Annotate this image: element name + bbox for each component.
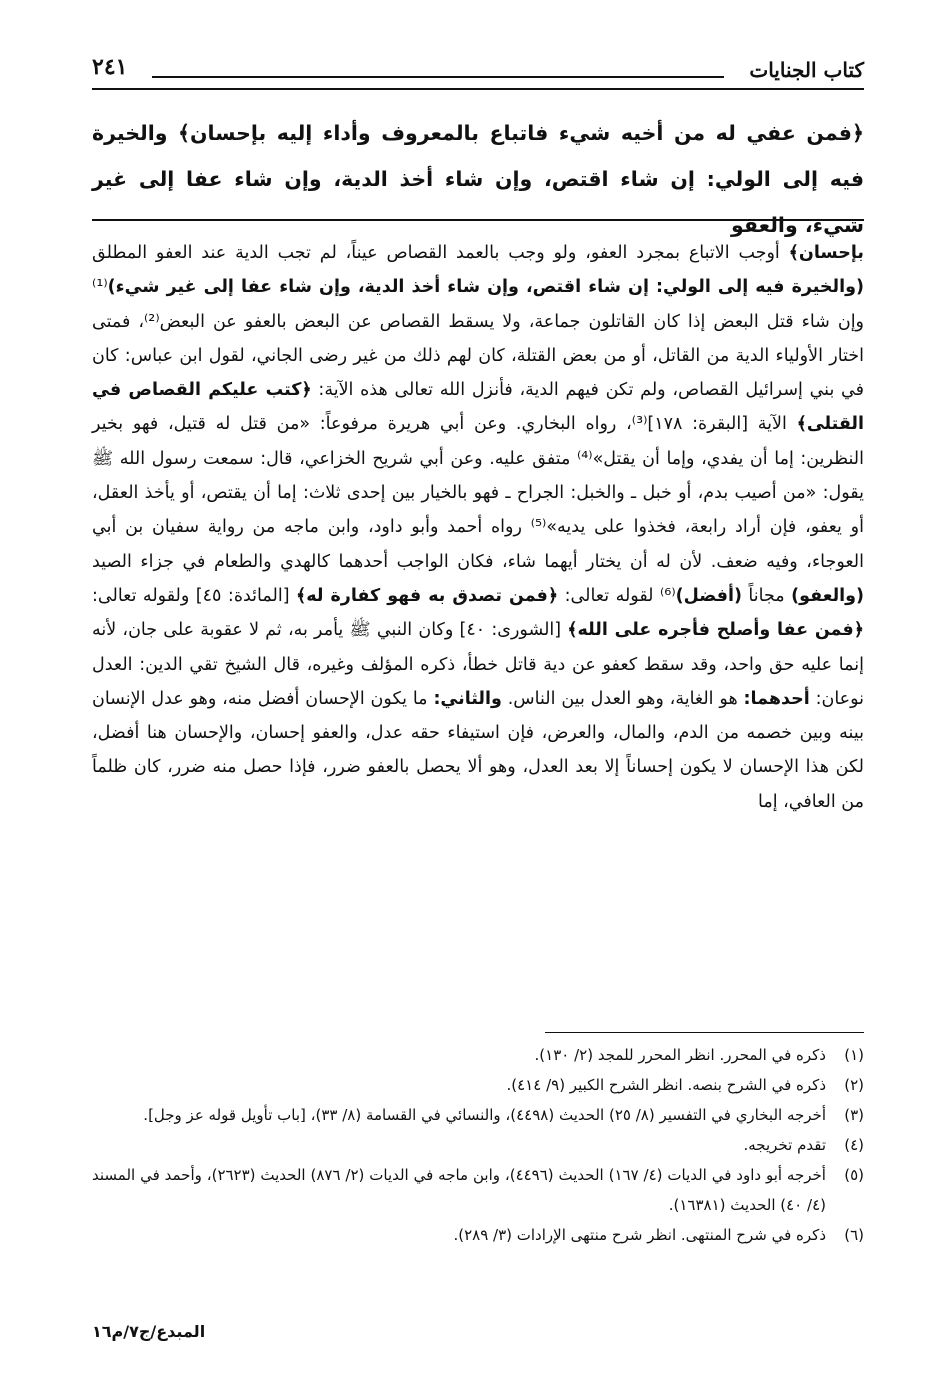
bold-phrase: ﴿فمن تصدق به فهو كفارة له﴾	[296, 585, 559, 606]
chapter-title: كتاب الجنايات	[749, 58, 864, 82]
footnote-separator	[545, 1032, 864, 1033]
footnotes	[92, 1040, 864, 1250]
text-run: ⁽⁶⁾ لقوله تعالى:	[558, 585, 676, 606]
footnote	[92, 1220, 864, 1250]
footnote-text: تقدم تخريجه.	[743, 1136, 826, 1154]
bold-phrase: ﴿كتب عليكم القصاص في القتلى﴾	[92, 380, 864, 435]
footnote-number: (٤)	[844, 1136, 864, 1154]
footnote-number: (٦)	[844, 1226, 864, 1244]
footnote-number: (٣)	[844, 1106, 864, 1124]
bold-phrase: والثاني:	[433, 688, 502, 709]
bold-phrase: أحدهما:	[743, 688, 810, 709]
bold-phrase: ﴿فمن عفا وأصلح فأجره على الله﴾	[567, 620, 865, 641]
page-signature: المبدع/ج٧/م١٦	[92, 1322, 206, 1341]
footnote-text: ذكره في الشرح بنصه. انظر الشرح الكبير (٩/ ٤١٤).	[506, 1076, 826, 1094]
page-number: ٢٤١	[92, 54, 128, 80]
footnote-text: أخرجه البخاري في التفسير (٨/ ٢٥) الحديث (٤٤٩٨)، والنسائي في القسامة (٨/ ٣٣)، [باب تأويل قوله عز وجل].	[143, 1106, 826, 1124]
text-run: هو الغاية، وهو العدل بين الناس.	[501, 688, 744, 709]
bold-phrase: (أفضل)	[675, 585, 742, 606]
header-underline	[92, 88, 864, 90]
text-run: ⁽¹⁾ وإن شاء قتل البعض إذا كان القاتلون جماعة، ولا يسقط القصاص عن البعض بالعفو عن البعض⁽²⁾، فمتى اختار الأولياء الدية من القاتل، أو من بعض القتلة، كان لهم ذلك من غير رضى الجاني، لقول ابن عباس: كان في بني إسرائيل القصاص، ولم تكن فيهم الدية، فأنزل الله تعالى هذه الآية:	[92, 277, 865, 401]
footnote-number: (٥)	[844, 1166, 864, 1184]
text-run: ما يكون الإحسان أفضل منه، وهو عدل الإنسان بينه وبين خصمه من الدم، والمال، والعرض، فإن استيفاء حقه عدل، والعفو إحسان، والإحسان هنا أفضل، لكن هذا الإحسان لا يكون إحساناً إلا بعد العدل، وهو ألا يحصل بالعفو ضرر، فإذا حصل منه ضرر، كان ظلماً من العافي، إما	[92, 688, 864, 812]
footnote	[92, 1160, 864, 1220]
page-header	[92, 54, 864, 90]
text-run: [المائدة: ٤٥] ولقوله تعالى:	[92, 585, 296, 606]
footnote-text: ذكره في المحرر. انظر المحرر للمجد (٢/ ١٣٠).	[534, 1046, 826, 1064]
text-run: مجاناً	[741, 585, 792, 606]
matn-separator	[92, 219, 864, 221]
text-run: الآية [البقرة: ١٧٨]⁽³⁾، رواه البخاري. وعن أبي هريرة مرفوعاً: «من قتل له قتيل، فهو بخير النظرين: إما أن يفدي، وإما أن يقتل»⁽⁴⁾ متفق عليه. وعن أبي شريح الخزاعي، قال: سمعت رسول الله ﷺ يقول: «من أصيب بدم، أو خبل ـ والخبل: الجراح ـ فهو بالخيار بين إحدى ثلاث: إما أن يقتص، أو يأخذ العقل، أو يعفو، فإن أراد رابعة، فخذوا على يديه»⁽⁵⁾ رواه أحمد وأبو داود، وابن ماجه من رواية سفيان بن أبي العوجاء، وفيه ضعف. لأن له أن يختار أيهما شاء، فكان الواجب أحدهما كالهدي والطعام في جزاء الصيد	[92, 414, 864, 572]
bold-phrase: (والخيرة فيه إلى الولي: إن شاء اقتص، وإن شاء أخذ الدية، وإن شاء عفا إلى غير شيء)	[107, 277, 864, 298]
text-run: أوجب الاتباع بمجرد العفو، ولو وجب بالعمد القصاص عيناً، لم تجب الدية عند العفو المطلق	[92, 243, 789, 263]
header-rule	[152, 76, 724, 78]
footnote-text: أخرجه أبو داود في الديات (٤/ ١٦٧) الحديث (٤٤٩٦)، وابن ماجه في الديات (٢/ ٨٧٦) الحديث (٢٦٢٣)، وأحمد في المسند (٤/ ٤٠) الحديث (١٦٣٨١).	[92, 1166, 826, 1214]
footnote	[92, 1040, 864, 1070]
footnote	[92, 1130, 864, 1160]
commentary-text	[92, 236, 864, 819]
footnote	[92, 1100, 864, 1130]
bold-phrase: (والعفو)	[791, 585, 865, 606]
text-run: [الشورى: ٤٠] وكان النبي ﷺ يأمر به، ثم لا عقوبة على جان، لأنه إنما عليه حق واحد، وقد سقط كعفو عن دية قاتل خطأ، ذكره المؤلف وغيره، قال الشيخ تقي الدين: العدل نوعان:	[92, 620, 865, 709]
footnote	[92, 1070, 864, 1100]
footnote-number: (٢)	[844, 1076, 864, 1094]
bold-phrase: بإحسان﴾	[788, 243, 864, 263]
footnote-number: (١)	[844, 1046, 864, 1064]
matn-text: ﴿فمن عفي له من أخيه شيء فاتباع بالمعروف وأداء إليه بإحسان﴾ والخيرة فيه إلى الولي: إن شاء اقتص، وإن شاء أخذ الدية، وإن شاء عفا إلى غير شيء، والعفو	[92, 121, 864, 237]
footnote-text: ذكره في شرح المنتهى. انظر شرح منتهى الإرادات (٣/ ٢٨٩).	[453, 1226, 826, 1244]
